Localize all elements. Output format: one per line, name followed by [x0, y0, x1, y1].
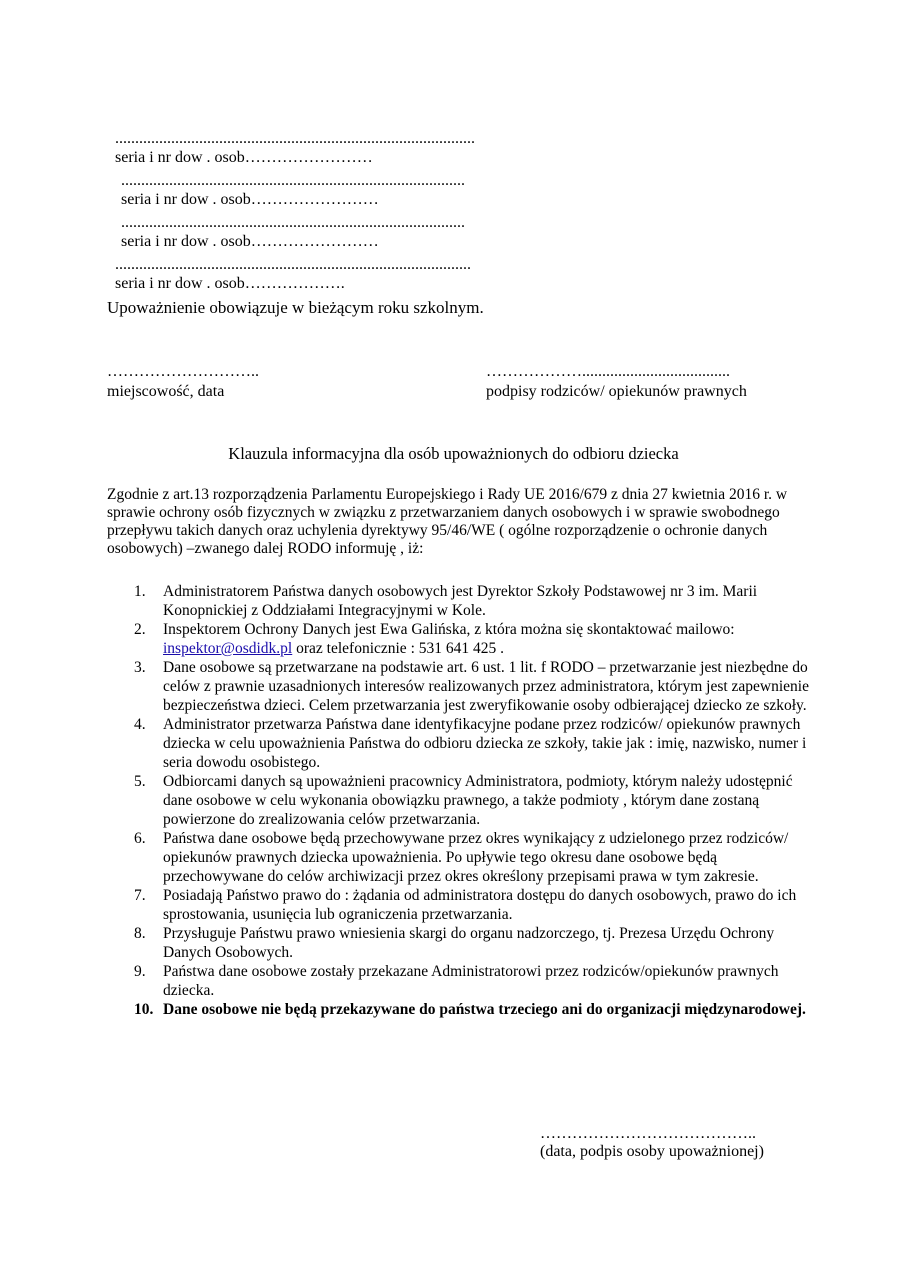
- item-text: Państwa dane osobowe zostały przekazane Administratorowi przez rodziców/opiekunów prawnych dziecka.: [163, 963, 779, 999]
- place-date-dots: ………………………..: [107, 363, 259, 380]
- item-text: Administrator przetwarza Państwa dane identyfikacyjne podane przez rodziców/ opiekunów prawnych dziecka w celu upoważnienia Państwa do odbioru dziecka ze szkoły, takie jak : imię, nazwisko, numer i seria dowodu osobistego.: [163, 716, 807, 771]
- parents-signature-dots: ……………….....................................: [486, 363, 730, 380]
- item-number: 8.: [134, 925, 146, 942]
- validity-statement: Upoważnienie obowiązuje w bieżącym roku szkolnym.: [107, 298, 484, 317]
- item-number: 5.: [134, 773, 146, 790]
- id-line-dots: .........................................................................................: [115, 256, 471, 273]
- item-number: 6.: [134, 830, 146, 847]
- list-item: [110, 715, 810, 772]
- id-line-label: seria i nr dow . osob: [121, 191, 251, 208]
- id-line-tail: ……………………: [250, 191, 379, 208]
- item-text: Dane osobowe nie będą przekazywane do państwa trzeciego ani do organizacji międzynarodowej.: [163, 1001, 806, 1018]
- id-line-tail: ……………………: [244, 149, 373, 166]
- id-line-label: seria i nr dow . osob: [115, 149, 245, 166]
- authorized-signature-dots: …………………………………..: [540, 1125, 756, 1142]
- list-item: [110, 658, 810, 715]
- list-item: [110, 582, 810, 620]
- item-text: Posiadają Państwo prawo do : żądania od administratora dostępu do danych osobowych, prawo do ich sprostowania, usunięcia lub ograniczenia przetwarzania.: [163, 887, 797, 923]
- item-text: Przysługuje Państwu prawo wniesienia skargi do organu nadzorczego, tj. Prezesa Urzędu Ochrony Danych Osobowych.: [163, 925, 775, 961]
- list-item: [110, 962, 810, 1000]
- item-text: Odbiorcami danych są upoważnieni pracownicy Administratora, podmioty, którym należy udostępnić dane osobowe w celu wykonania obowiązku prawnego, a także podmioty , którym dane zostaną powierzone do zrealizowania celów przetwarzania.: [163, 773, 793, 828]
- item-number: 2.: [134, 621, 146, 638]
- inspector-email-link[interactable]: inspektor@osdidk.pl: [163, 640, 293, 657]
- item-number: 1.: [134, 583, 146, 600]
- place-date-label: miejscowość, data: [107, 383, 225, 400]
- intro-paragraph: Zgodnie z art.13 rozporządzenia Parlamentu Europejskiego i Rady UE 2016/679 z dnia 27 kwietnia 2016 r. w sprawie ochrony osób fizycznych w związku z przetwarzaniem danych osobowych i w sprawie swobodnego przepływu takich danych oraz uchylenia dyrektywy 95/46/WE ( ogólne rozporządzenie o ochronie danych osobowych) –zwanego dalej RODO informuję , iż:: [107, 486, 788, 557]
- list-item: [110, 829, 810, 886]
- clause-title: Klauzula informacyjna dla osób upoważnionych do odbioru dziecka: [228, 444, 679, 463]
- list-item: [110, 1000, 810, 1019]
- id-line-label: seria i nr dow . osob: [115, 275, 245, 292]
- list-item: [110, 924, 810, 962]
- item-text: Państwa dane osobowe będą przechowywane przez okres wynikający z udzielonego przez rodziców/ opiekunów prawnych dziecka upoważnienia. Po upływie tego okresu dane osobowe będą przechowywane do celów archiwizacji przez okres określony przepisami prawa w tym zakresie.: [163, 830, 789, 885]
- parents-signature-label: podpisy rodziców/ opiekunów prawnych: [486, 383, 747, 400]
- item-number: 9.: [134, 963, 146, 980]
- list-item: [110, 772, 810, 829]
- item-number: 4.: [134, 716, 146, 733]
- item-number: 3.: [134, 659, 146, 676]
- list-item: [110, 886, 810, 924]
- item-text: oraz telefonicznie : 531 641 425 .: [292, 640, 504, 657]
- item-number: 10.: [134, 1001, 154, 1018]
- list-item: [110, 620, 810, 658]
- id-line-dots: ..........................................................................................: [115, 130, 475, 147]
- clause-list: [110, 582, 810, 1019]
- id-line-label: seria i nr dow . osob: [121, 233, 251, 250]
- item-text: Inspektorem Ochrony Danych jest Ewa Galińska, z która można się skontaktować mailowo:: [163, 621, 735, 638]
- item-text: Dane osobowe są przetwarzane na podstawie art. 6 ust. 1 lit. f RODO – przetwarzanie jest niezbędne do celów z prawnie uzasadnionych interesów realizowanych przez administratora, którym jest zapewnienie bezpieczeństwa dzieci. Celem przetwarzania jest zweryfikowanie osoby odbierającej dziecko ze szkoły.: [163, 659, 809, 714]
- authorized-signature-label: (data, podpis osoby upoważnionej): [540, 1143, 764, 1160]
- item-number: 7.: [134, 887, 146, 904]
- id-line-dots: ......................................................................................: [121, 172, 465, 189]
- id-line-tail: ……………….: [244, 275, 345, 292]
- id-line-dots: ......................................................................................: [121, 214, 465, 231]
- id-line-tail: ……………………: [250, 233, 379, 250]
- id-line-4: [107, 236, 471, 293]
- item-text: Administratorem Państwa danych osobowych jest Dyrektor Szkoły Podstawowej nr 3 im. Marii Konopnickiej z Oddziałami Integracyjnymi w Kole.: [163, 583, 758, 619]
